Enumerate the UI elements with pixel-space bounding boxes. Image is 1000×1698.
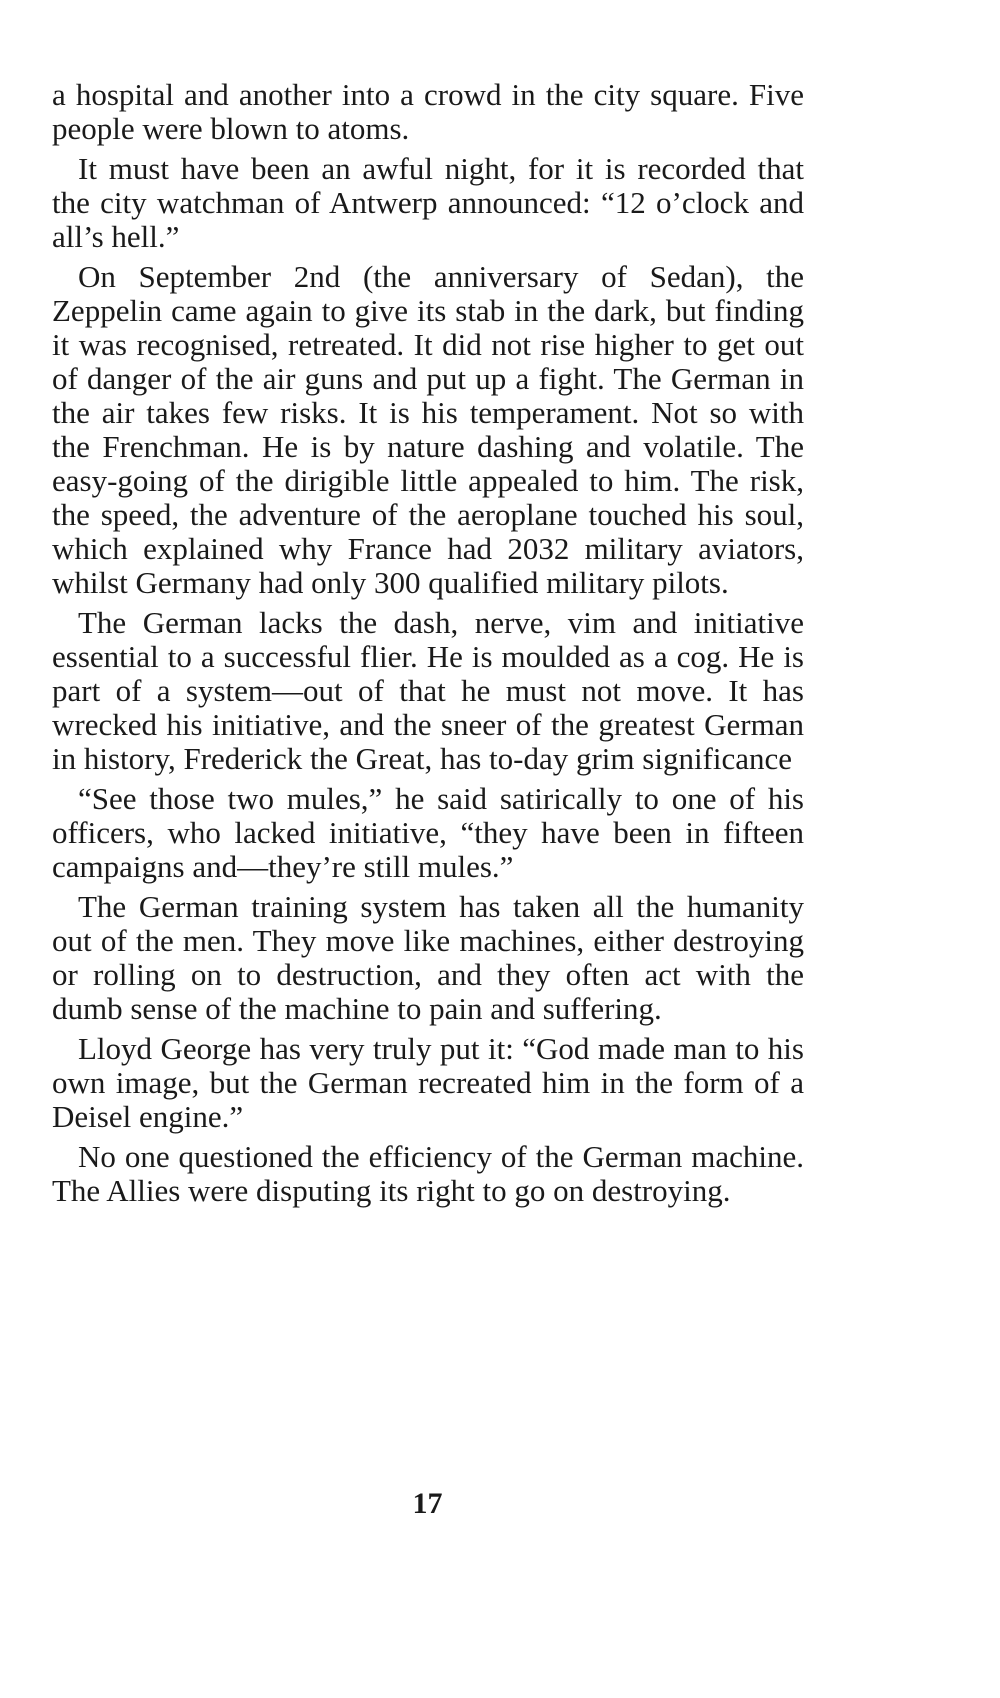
- page-number: 17: [412, 1487, 443, 1520]
- page-body: [52, 78, 804, 1214]
- paragraph-zeppelin-sedan: On September 2nd (the anniversary of Sedan), the Zeppelin came again to give its stab in the dark, but finding it was recognised, retreated. It did not rise higher to get out of danger of the air guns and put up a fight. The German in the air takes few risks. It is his temperament. Not so with the Frenchman. He is by nature dashing and volatile. The easy-going of the dirigible little appealed to him. The risk, the speed, the adventure of the aeroplane touched his soul, which explained why France had 2032 military aviators, whilst Germany had only 300 qualified military pilots.: [52, 259, 804, 600]
- paragraph-frederick-quote: “See those two mules,” he said satirically to one of his officers, who lacked initiative, “they have been in fifteen campaigns and—they’re still mules.”: [52, 781, 804, 884]
- paragraph-antwerp-watchman: It must have been an awful night, for it is recorded that the city watchman of Antwerp announced: “12 o’clock and all’s hell.”: [52, 151, 804, 254]
- paragraph-continued: a hospital and another into a crowd in the city square. Five people were blown to atoms.: [52, 77, 804, 146]
- paragraph-efficiency: No one questioned the efficiency of the German machine. The Allies were disputing its right to go on destroying.: [52, 1139, 804, 1208]
- paragraph-training-system: The German training system has taken all the humanity out of the men. They move like machines, either destroying or rolling on to destruction, and they often act with the dumb sense of the machine to pain and suffering.: [52, 889, 804, 1026]
- paragraph-german-initiative: The German lacks the dash, nerve, vim and initiative essential to a successful flier. He is moulded as a cog. He is part of a system—out of that he must not move. It has wrecked his initiative, and the sneer of the greatest German in history, Frederick the Great, has to-day grim significance: [52, 605, 804, 776]
- paragraph-lloyd-george: Lloyd George has very truly put it: “God made man to his own image, but the German recreated him in the form of a Deisel engine.”: [52, 1031, 804, 1134]
